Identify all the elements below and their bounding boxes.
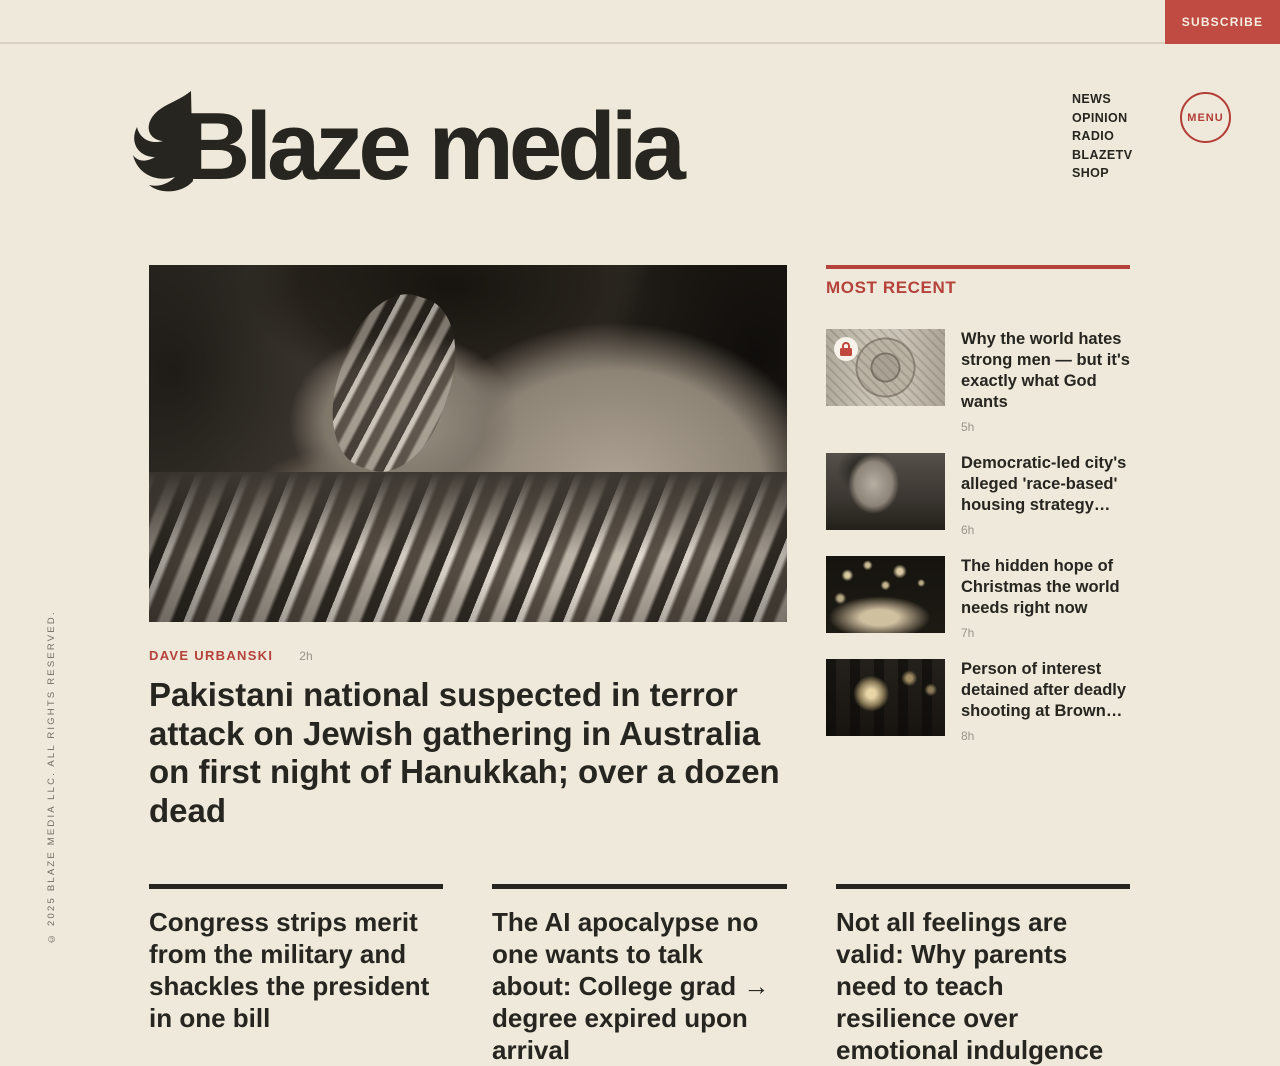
recent-item[interactable]	[826, 329, 1130, 434]
nav-item-news[interactable]: NEWS	[1072, 92, 1112, 106]
recent-item-thumbnail[interactable]	[826, 556, 945, 633]
lead-timestamp: 2h	[299, 649, 313, 663]
bottom-article-headline[interactable]: The AI apocalypse no one wants to talk about: College grad → degree expired upon arrival	[492, 907, 770, 1065]
nav-item-opinion[interactable]: OPINION	[1072, 110, 1128, 125]
bottom-article[interactable]	[492, 884, 787, 1066]
recent-item[interactable]	[826, 659, 1130, 743]
recent-item-title[interactable]: Person of interest detained after deadly shooting at Brown…	[961, 660, 1127, 720]
logo-text: Blaze media	[181, 92, 681, 200]
recent-item-thumbnail[interactable]	[826, 329, 945, 406]
bottom-article[interactable]	[149, 884, 443, 1034]
copyright-vertical: © 2025 BLAZE MEDIA LLC. ALL RIGHTS RESERVED.	[46, 610, 57, 944]
subscribe-button[interactable]: SUBSCRIBE	[1165, 0, 1280, 44]
primary-nav	[1072, 90, 1172, 183]
author-link[interactable]: DAVE URBANSKI	[149, 648, 274, 663]
most-recent-sidebar	[826, 265, 1130, 762]
article-divider	[492, 884, 787, 889]
nav-item-shop[interactable]: SHOP	[1072, 166, 1110, 180]
lock-icon	[834, 337, 858, 361]
bottom-article-headline[interactable]: Not all feelings are valid: Why parents need to teach resilience over emotional indulgence	[836, 907, 1104, 1065]
bottom-article[interactable]	[836, 884, 1130, 1066]
recent-item-time: 7h	[961, 626, 975, 640]
section-divider	[826, 265, 1130, 269]
recent-item-title[interactable]: Democratic-led city's alleged 'race-based' housing strategy…	[961, 454, 1127, 514]
recent-item-text	[961, 659, 1130, 743]
recent-item[interactable]	[826, 453, 1130, 537]
recent-item-time: 5h	[961, 420, 975, 434]
recent-item-title[interactable]: Why the world hates strong men — but it's exactly what God wants	[961, 330, 1130, 411]
bottom-article-headline[interactable]: Congress strips merit from the military and shackles the president in one bill	[149, 907, 430, 1033]
lead-article-image[interactable]	[149, 265, 787, 622]
foil-blanket-highlight	[314, 280, 474, 485]
recent-item-time: 6h	[961, 523, 975, 537]
recent-item-time: 8h	[961, 729, 975, 743]
article-divider	[149, 884, 443, 889]
recent-item-text	[961, 556, 1130, 640]
article-divider	[836, 884, 1130, 889]
lead-headline[interactable]: Pakistani national suspected in terror attack on Jewish gathering in Australia on first night of Hanukkah; over a dozen dead	[149, 676, 780, 829]
site-logo[interactable]	[131, 80, 681, 200]
topbar	[0, 0, 1280, 44]
nav-item-radio[interactable]: RADIO	[1072, 129, 1115, 143]
recent-item[interactable]	[826, 556, 1130, 640]
most-recent-heading: MOST RECENT	[826, 278, 957, 297]
recent-item-text	[961, 453, 1130, 537]
most-recent-list	[826, 329, 1130, 743]
recent-item-thumbnail[interactable]	[826, 659, 945, 736]
menu-button[interactable]: MENU	[1180, 92, 1231, 143]
foil-blanket	[149, 472, 787, 622]
recent-item-text	[961, 329, 1130, 434]
recent-item-title[interactable]: The hidden hope of Christmas the world needs right now	[961, 557, 1120, 617]
byline	[149, 648, 313, 663]
recent-item-thumbnail[interactable]	[826, 453, 945, 530]
nav-item-blazetv[interactable]: BLAZETV	[1072, 147, 1133, 162]
